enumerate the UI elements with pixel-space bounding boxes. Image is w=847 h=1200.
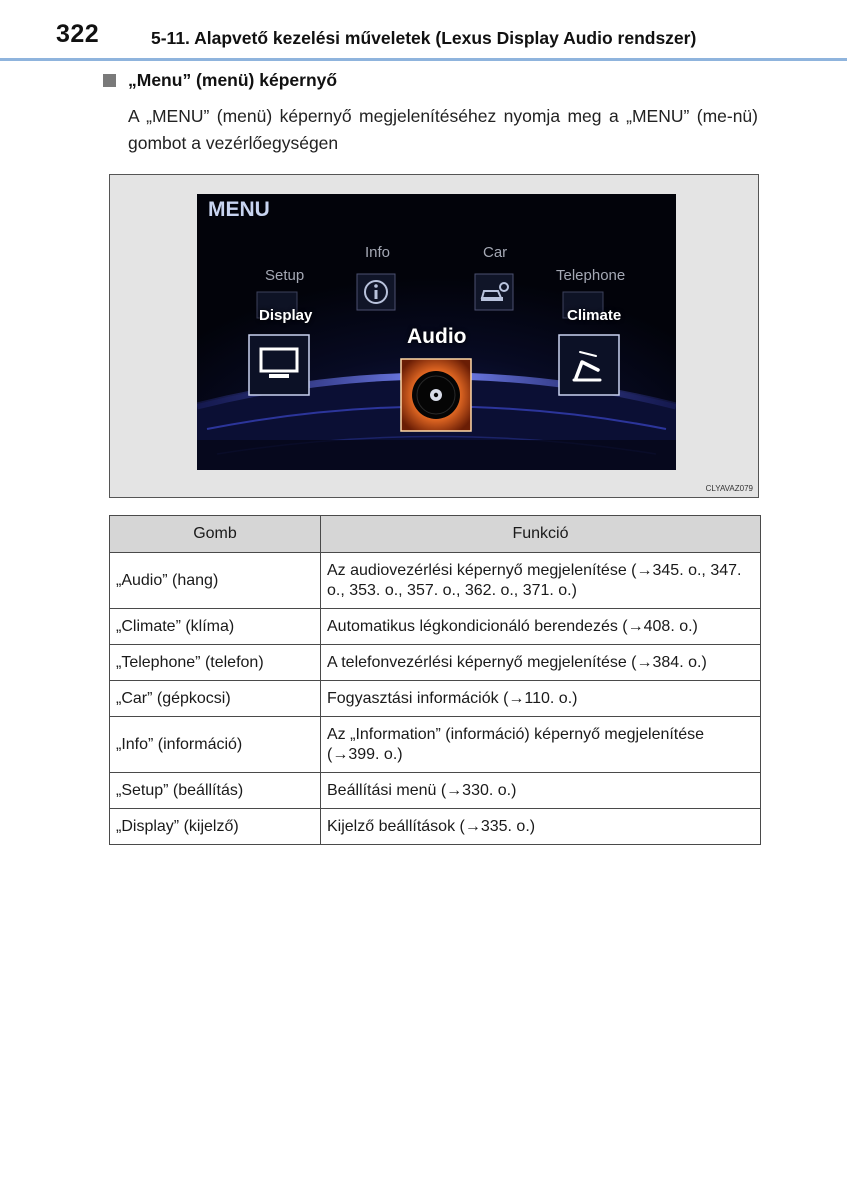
car-label: Car xyxy=(483,244,508,261)
audio-label: Audio xyxy=(407,325,467,348)
table-row xyxy=(110,809,761,845)
button-name-cell: „Telephone” (telefon) xyxy=(110,645,321,681)
climate-label: Climate xyxy=(567,307,622,324)
section-title: 5-11. Alapvető kezelési műveletek (Lexus Display Audio rendszer) xyxy=(151,28,697,48)
menu-screen xyxy=(197,194,676,470)
page-number: 322 xyxy=(56,20,100,48)
heading-bullet-square xyxy=(103,74,116,87)
figure-code: CLYAVAZ079 xyxy=(705,484,753,493)
function-cell: Az „Information” (információ) képernyő megjelenítése (→399. o.) xyxy=(321,717,761,773)
car-settings-icon xyxy=(474,273,514,311)
function-cell: A telefonvezérlési képernyő megjelenítése (→384. o.) xyxy=(321,645,761,681)
intro-paragraph: A „MENU” (menü) képernyő megjelenítéséhez nyomja meg a „MENU” (me-nü) gombot a vezérlőegységen xyxy=(128,106,758,153)
table-row xyxy=(110,645,761,681)
table-row xyxy=(110,717,761,773)
button-name-cell: „Audio” (hang) xyxy=(110,553,321,609)
setup-label: Setup xyxy=(265,267,305,284)
header-button-column: Gomb xyxy=(110,516,321,553)
screen-title: MENU xyxy=(208,198,270,221)
function-cell: Kijelző beállítások (→335. o.) xyxy=(321,809,761,845)
table-row xyxy=(110,553,761,609)
header-rule xyxy=(0,58,847,61)
audio-disc-icon xyxy=(400,358,472,432)
function-cell: Automatikus légkondicionáló berendezés (→408. o.) xyxy=(321,609,761,645)
button-name-cell: „Setup” (beállítás) xyxy=(110,773,321,809)
function-cell: Fogyasztási információk (→110. o.) xyxy=(321,681,761,717)
table-row xyxy=(110,681,761,717)
button-name-cell: „Car” (gépkocsi) xyxy=(110,681,321,717)
button-name-cell: „Info” (információ) xyxy=(110,717,321,773)
climate-seat-icon xyxy=(558,334,620,396)
button-name-cell: „Climate” (klíma) xyxy=(110,609,321,645)
function-table xyxy=(109,515,761,845)
header-function-column: Funkció xyxy=(321,516,761,553)
table-row xyxy=(110,773,761,809)
function-cell: Az audiovezérlési képernyő megjelenítése (→345. o., 347. o., 353. o., 357. o., 362. o., 371. o.) xyxy=(321,553,761,609)
display-monitor-icon xyxy=(248,334,310,396)
function-cell: Beállítási menü (→330. o.) xyxy=(321,773,761,809)
section-heading: „Menu” (menü) képernyő xyxy=(128,70,338,90)
telephone-label: Telephone xyxy=(556,267,626,284)
info-icon xyxy=(356,273,396,311)
table-header-row xyxy=(110,516,761,553)
display-label: Display xyxy=(259,307,313,324)
info-label: Info xyxy=(365,244,391,261)
table-row xyxy=(110,609,761,645)
button-name-cell: „Display” (kijelző) xyxy=(110,809,321,845)
page-header xyxy=(0,0,847,62)
menu-screen-figure xyxy=(109,174,759,498)
